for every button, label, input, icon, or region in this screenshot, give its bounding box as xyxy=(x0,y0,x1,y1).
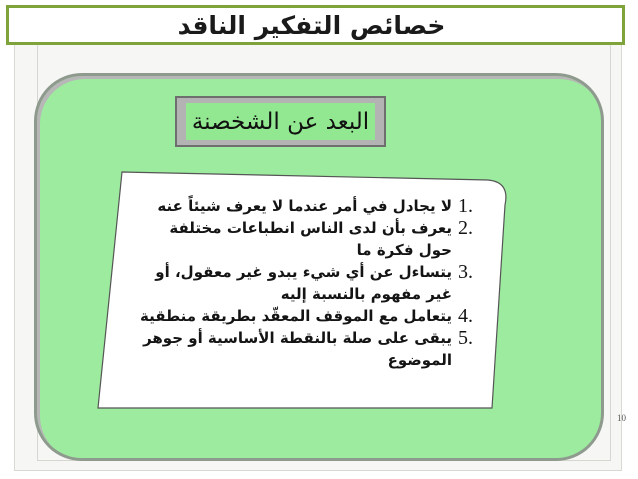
item-text: يبقى على صلة بالنقطة الأساسية أو جوهر الموضوع xyxy=(143,329,452,369)
section-heading: البعد عن الشخصنة xyxy=(191,108,370,135)
heading-bar xyxy=(175,96,386,147)
item-number: 2. xyxy=(458,217,473,239)
item-number: 1. xyxy=(458,195,473,217)
points-list xyxy=(136,195,488,371)
slide-title: خصائص التفكير الناقد xyxy=(177,10,446,40)
item-number: 5. xyxy=(458,327,473,349)
list-item xyxy=(136,195,488,217)
item-number: 3. xyxy=(458,261,473,283)
item-text: لا يجادل في أمر عندما لا يعرف شيئاً عنه xyxy=(157,197,452,215)
list-item xyxy=(136,217,488,261)
item-text: يتعامل مع الموقف المعقّد بطريقة منطقية xyxy=(140,307,452,325)
item-number: 4. xyxy=(458,305,473,327)
list-item xyxy=(136,327,488,371)
heading-inner xyxy=(186,103,375,140)
item-text: يعرف بأن لدى الناس انطباعات مختلفة حول فكرة ما xyxy=(169,219,452,259)
list-item xyxy=(136,305,488,327)
list-item xyxy=(136,261,488,305)
item-text: يتساءل عن أي شيء يبدو غير معقول، أو غير مفهوم بالنسبة إليه xyxy=(155,263,452,303)
page-number: 10 xyxy=(617,413,626,423)
